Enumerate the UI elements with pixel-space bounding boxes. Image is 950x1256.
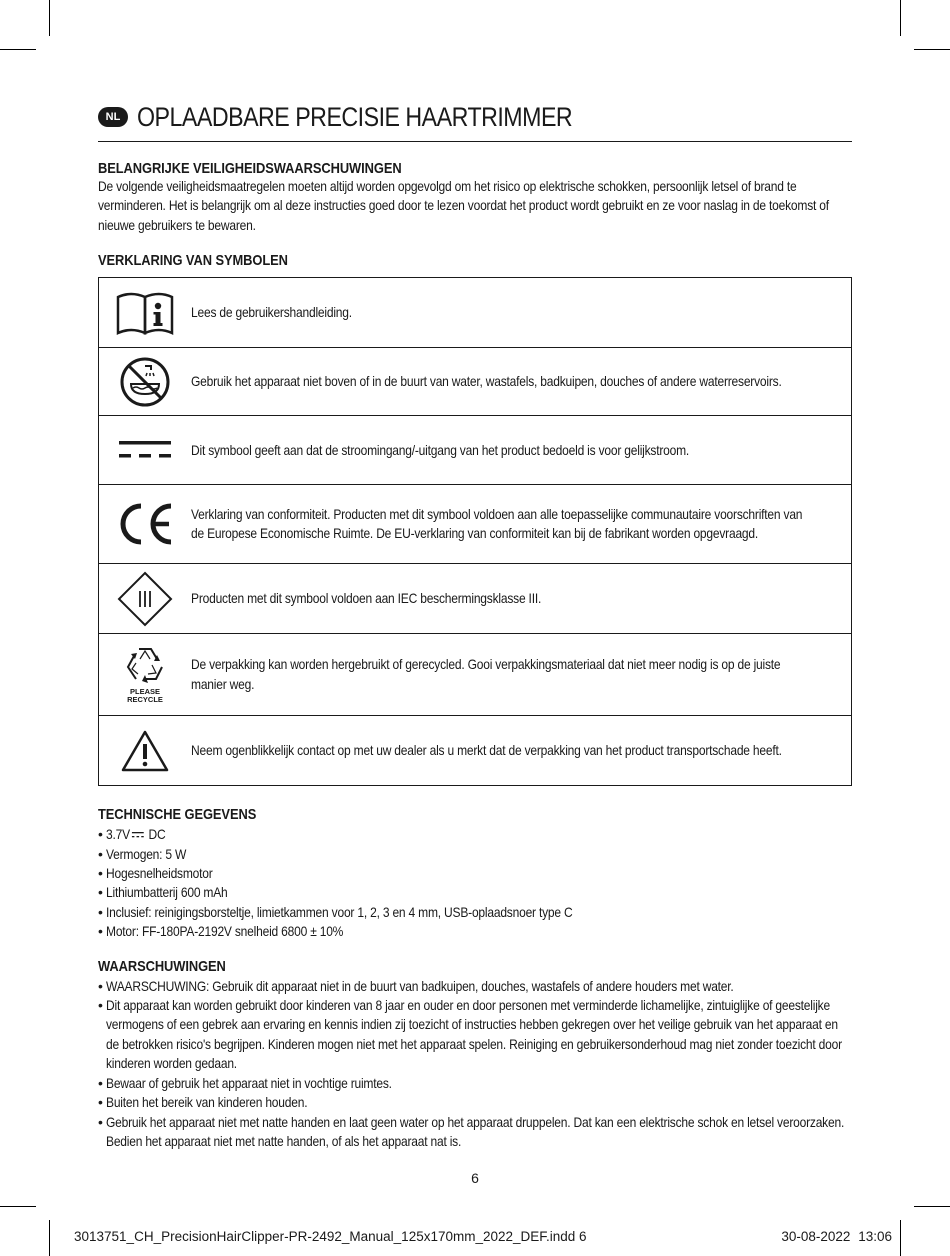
title-divider [98,141,852,142]
symbol-row [99,715,851,785]
no-water-icon [99,356,191,408]
symbol-description: Dit symbool geeft aan dat de stroomingang/-uitgang van het product bedoeld is voor gelijkstroom. [191,441,690,458]
list-item: • 3.7V DC [98,825,852,844]
recycle-icon [99,645,191,704]
symbol-row [99,484,851,563]
list-item: • Gebruik het apparaat niet met natte handen en laat geen water op het apparaat druppelen. Dat kan een elektrische schok en letsel veroorzaken. Bedien het apparaat niet met natte handen, of als het apparaat nat is. [98,1113,852,1152]
crop-mark [49,1220,50,1256]
tech-list [98,825,852,941]
direct-current-icon [99,438,191,462]
safety-heading: BELANGRIJKE VEILIGHEIDSWAARSCHUWINGEN [98,160,402,177]
list-item: • Inclusief: reinigingsborsteltje, limietkammen voor 1, 2, 3 en 4 mm, USB-oplaadsnoer type C [98,903,852,922]
page-title: OPLAADBARE PRECISIE HAARTRIMMER [137,101,573,132]
slug-filename: 3013751_CH_PrecisionHairClipper-PR-2492_Manual_125x170mm_2022_DEF.indd 6 [74,1229,587,1244]
symbol-row [99,563,851,633]
crop-mark [900,1220,901,1256]
safety-text: De volgende veiligheidsmaatregelen moeten altijd worden opgevolgd om het risico op elektrische schokken, persoonlijk letsel of brand te verminderen. Het is belangrijk om al deze instructies goed door te lezen voordat het product wordt gebruikt en ze voor naslag in de toekomst of nieuwe gebruikers te bewaren. [98,178,829,233]
symbol-description: Verklaring van conformiteit. Producten met dit symbool voldoen aan alle toepasselijke communautaire voorschriften van de Europese Economische Ruimte. De EU-verklaring van conformiteit kan bij de fabrikant worden opgevraagd. [191,505,803,542]
crop-mark [0,1206,36,1207]
symbol-description: Neem ogenblikkelijk contact op met uw dealer als u merkt dat de verpakking van het product transportschade heeft. [191,742,782,759]
warnings-list [98,977,852,1152]
language-badge: NL [98,107,128,127]
symbols-heading: VERKLARING VAN SYMBOLEN [98,252,288,270]
direct-current-icon [132,831,144,839]
crop-mark [914,49,950,50]
symbols-table [98,277,852,786]
symbol-description: Producten met dit symbool voldoen aan IEC beschermingsklasse III. [191,590,542,607]
symbol-row [99,633,851,715]
crop-mark [914,1206,950,1207]
symbol-description: De verpakking kan worden hergebruikt of gerecycled. Gooi verpakkingsmateriaal dat niet meer nodig is op de juiste manier weg. [191,656,781,692]
crop-mark [0,49,36,50]
protection-class-iii-icon [99,571,191,627]
ce-mark-icon [99,502,191,546]
list-item: • WAARSCHUWING: Gebruik dit apparaat niet in de buurt van badkuipen, douches, wastafels of andere houders met water. [98,977,852,996]
title-row [98,98,852,136]
warnings-heading: WAARSCHUWINGEN [98,957,226,975]
recycle-label: PLEASE RECYCLE [127,687,163,705]
symbol-description: Lees de gebruikershandleiding. [191,304,352,321]
symbol-row [99,347,851,415]
list-item: • Dit apparaat kan worden gebruikt door kinderen van 8 jaar en ouder en door personen met verminderde lichamelijke, zintuiglijke of geestelijke vermogens of een gebrek aan ervaring en kennis indien zij toezicht of instructies hebben gekregen over het veilige gebruik van het apparaat en de betrokken risico's begrijpen. Kinderen mogen niet met het apparaat spelen. Reiniging en gebruikersonderhoud mag niet zonder toezicht door kinderen worden gedaan. [98,996,852,1074]
list-item: • Bewaar of gebruik het apparaat niet in vochtige ruimtes. [98,1074,852,1093]
list-item: • Lithiumbatterij 600 mAh [98,883,852,902]
symbol-description: Gebruik het apparaat niet boven of in de buurt van water, wastafels, badkuipen, douches of andere waterreservoirs. [191,373,782,390]
list-item: • Vermogen: 5 W [98,845,852,864]
symbol-row [99,278,851,347]
list-item: • Hogesnelheidsmotor [98,864,852,883]
manual-icon [99,289,191,337]
tech-heading: TECHNISCHE GEGEVENS [98,806,257,824]
page-number: 6 [471,1170,479,1186]
list-item: • Motor: FF-180PA-2192V snelheid 6800 ± 10% [98,922,852,941]
warning-triangle-icon [99,729,191,773]
list-item: • Buiten het bereik van kinderen houden. [98,1093,852,1112]
crop-mark [900,0,901,36]
slug-datetime: 30-08-2022 13:06 [781,1229,892,1244]
symbol-row [99,415,851,484]
manual-page [98,98,852,1151]
crop-mark [49,0,50,36]
